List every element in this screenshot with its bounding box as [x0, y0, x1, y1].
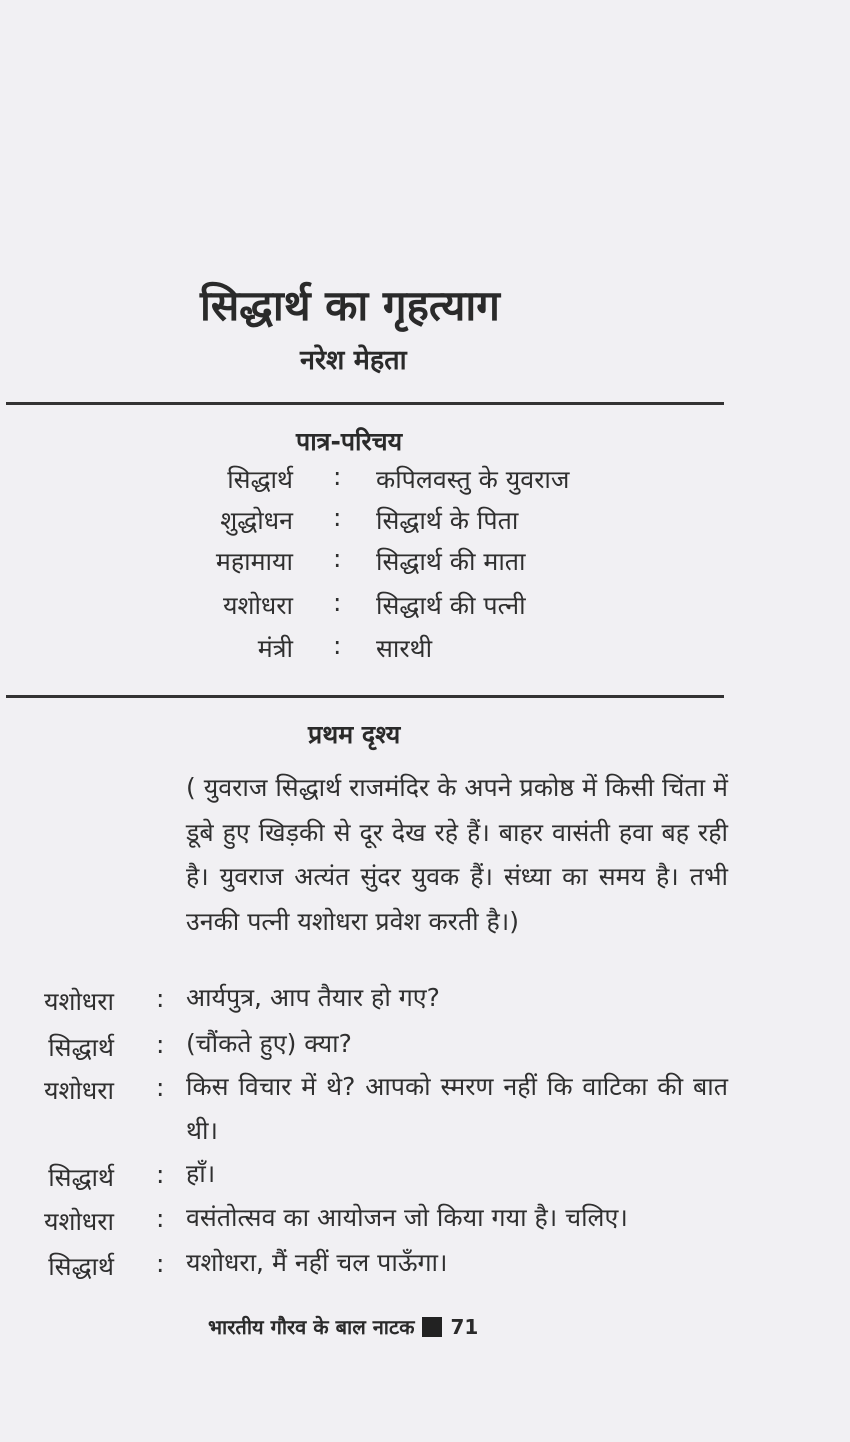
cast-desc: सिद्धार्थ की पत्नी	[376, 591, 526, 620]
dialogue-line: यशोधरा, मैं नहीं चल पाऊँगा।	[186, 1248, 448, 1277]
scene-heading: प्रथम दृश्य	[308, 720, 401, 749]
cast-name: महामाया	[215, 547, 293, 576]
cast-desc: कपिलवस्तु के युवराज	[376, 465, 570, 494]
dialogue-separator: :	[156, 1030, 165, 1059]
author-name: नरेश मेहता	[300, 345, 407, 376]
dialogue-separator: :	[156, 1204, 165, 1233]
speaker-name: यशोधरा	[43, 1076, 114, 1105]
cast-name: सिद्धार्थ	[227, 465, 293, 494]
divider-top	[6, 402, 724, 405]
cast-name: मंत्री	[257, 634, 293, 663]
cast-separator: :	[333, 631, 342, 660]
cast-row	[0, 588, 850, 628]
play-title: सिद्धार्थ का गृहत्याग	[200, 281, 500, 330]
divider-bottom	[6, 695, 724, 698]
cast-row	[0, 631, 850, 671]
footer-book-title: भारतीय गौरव के बाल नाटक	[208, 1315, 415, 1339]
speaker-name: सिद्धार्थ	[48, 1252, 114, 1281]
cast-separator: :	[333, 503, 342, 532]
dialogue-line: वसंतोत्सव का आयोजन जो किया गया है। चलिए।	[186, 1203, 628, 1232]
dialogue-separator: :	[156, 984, 165, 1013]
cast-desc: सिद्धार्थ की माता	[376, 547, 526, 576]
speaker-name: यशोधरा	[43, 1207, 114, 1236]
dialogue-separator: :	[156, 1160, 165, 1189]
speaker-name: सिद्धार्थ	[48, 1163, 114, 1192]
cast-separator: :	[333, 588, 342, 617]
cast-row	[0, 462, 850, 502]
speaker-name: सिद्धार्थ	[48, 1033, 114, 1062]
cast-separator: :	[333, 544, 342, 573]
stage-direction: ( युवराज सिद्धार्थ राजमंदिर के अपने प्रकोष्ठ में किसी चिंता में डूबे हुए खिड़की से दूर देख रहे हैं। बाहर वासंती हवा बह रही है। युवराज अत्यंत सुंदर युवक हैं। संध्या का समय है। तभी उनकी पत्नी यशोधरा प्रवेश करती है।)	[186, 773, 728, 936]
dialogue-separator: :	[156, 1249, 165, 1278]
speaker-name: यशोधरा	[43, 987, 114, 1016]
cast-name: यशोधरा	[222, 591, 293, 620]
cast-row	[0, 544, 850, 584]
dialogue-separator: :	[156, 1073, 165, 1102]
dialogue-line: आर्यपुत्र, आप तैयार हो गए?	[186, 983, 440, 1012]
cast-row	[0, 503, 850, 543]
cast-heading: पात्र-परिचय	[296, 427, 403, 456]
cast-desc: सिद्धार्थ के पिता	[376, 506, 519, 535]
dialogue-line: किस विचार में थे? आपको स्मरण नहीं कि वाटिका की बात थी।	[186, 1072, 728, 1145]
page-number: 71	[450, 1314, 479, 1339]
dialogue-line: (चौंकते हुए) क्या?	[186, 1029, 352, 1058]
cast-name: शुद्धोधन	[220, 506, 293, 535]
square-bullet-icon	[422, 1317, 442, 1337]
cast-separator: :	[333, 462, 342, 491]
cast-desc: सारथी	[376, 634, 433, 663]
page-footer	[208, 1313, 478, 1340]
dialogue-line: हाँ।	[186, 1159, 216, 1188]
